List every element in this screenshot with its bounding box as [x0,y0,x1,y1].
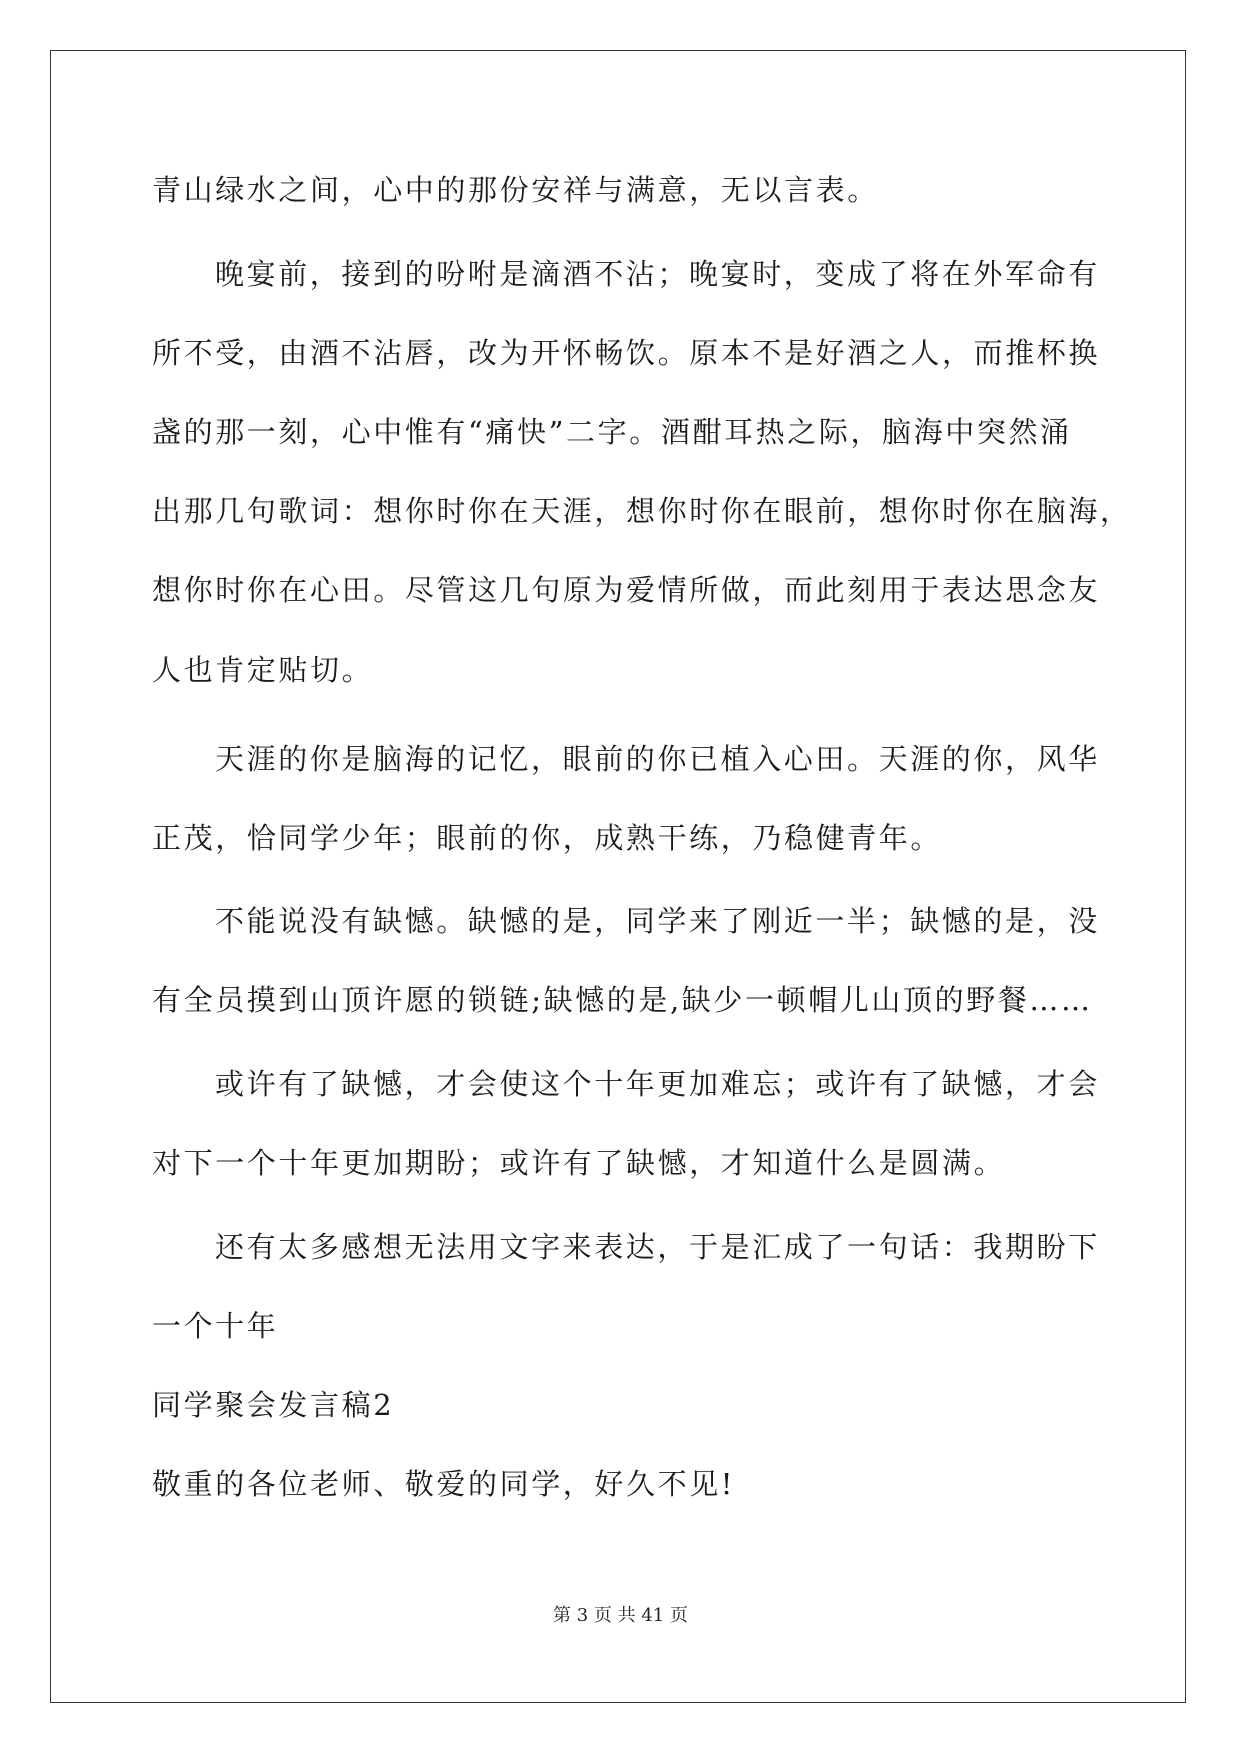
text-line: 盏的那一刻，心中惟有“痛快”二字。酒酣耳热之际，脑海中突然涌 [152,415,1072,449]
section-heading: 同学聚会发言稿2 [152,1388,395,1422]
text-line: 还有太多感想无法用文字来表达，于是汇成了一句话：我期盼下 [215,1230,1100,1264]
text-line: 青山绿水之间，心中的那份安祥与满意，无以言表。 [152,173,879,207]
text-line: 人也肯定贴切。 [152,653,374,687]
text-line: 有全员摸到山顶许愿的锁链;缺憾的是,缺少一顿帽儿山顶的野餐…… [152,983,1093,1017]
text-line: 天涯的你是脑海的记忆，眼前的你已植入心田。天涯的你，风华 [215,742,1100,776]
text-line: 晚宴前，接到的吩咐是滴酒不沾；晚宴时，变成了将在外军命有 [215,257,1100,291]
text-line: 敬重的各位老师、敬爱的同学，好久不见! [152,1467,736,1501]
text-line: 一个十年 [152,1309,279,1343]
text-line: 出那几句歌词：想你时你在天涯，想你时你在眼前，想你时你在脑海， [152,494,1132,528]
text-line: 所不受，由酒不沾唇，改为开怀畅饮。原本不是好酒之人，而推杯换 [152,336,1101,370]
text-line: 正茂，恰同学少年；眼前的你，成熟干练，乃稳健青年。 [152,821,943,855]
text-line: 或许有了缺憾，才会使这个十年更加难忘；或许有了缺憾，才会 [215,1067,1100,1101]
text-line: 对下一个十年更加期盼；或许有了缺憾，才知道什么是圆满。 [152,1146,1006,1180]
page-number: 第 3 页 共 41 页 [553,1605,688,1626]
text-line: 想你时你在心田。尽管这几句原为爱情所做，而此刻用于表达思念友 [152,573,1101,607]
page-border [50,50,1186,1703]
text-line: 不能说没有缺憾。缺憾的是，同学来了刚近一半；缺憾的是，没 [215,904,1100,938]
